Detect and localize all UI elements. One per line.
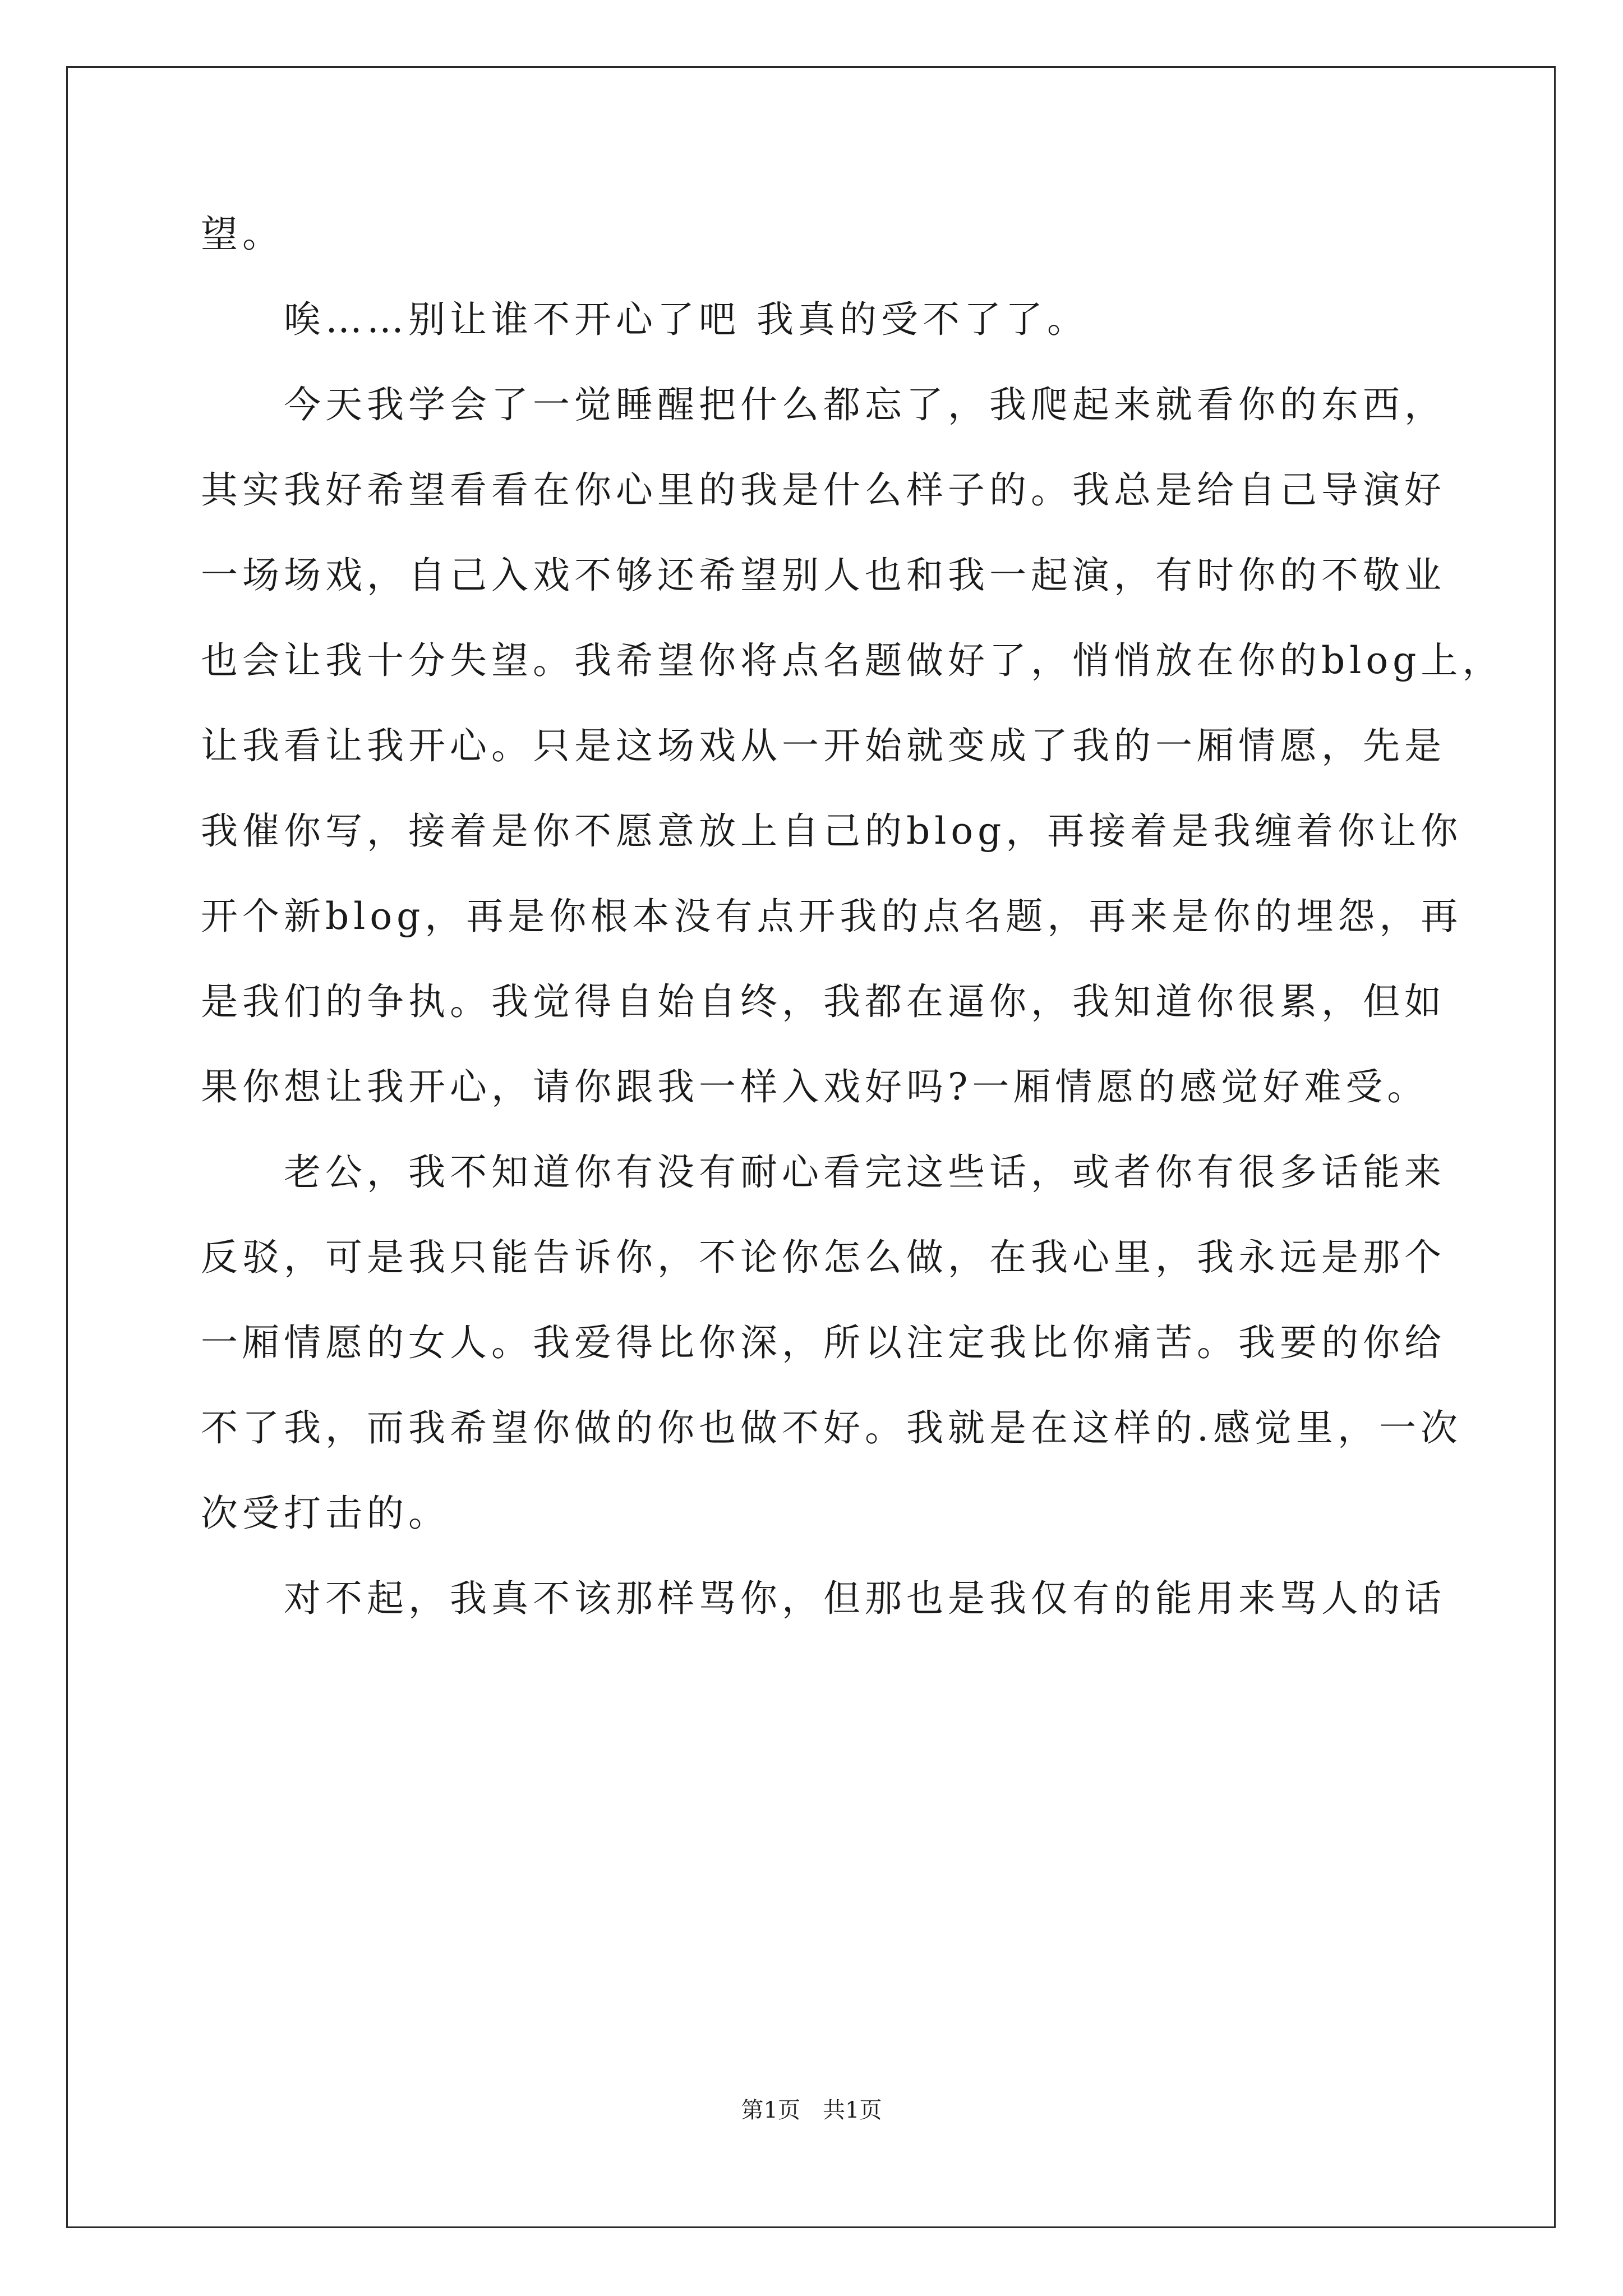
text-line: 一厢情愿的女人。我爱得比你深，所以注定我比你痛苦。我要的你给: [201, 1321, 1446, 1364]
text-line: 让我看让我开心。只是这场戏从一开始就变成了我的一厢情愿，先是: [201, 724, 1446, 767]
text-line: 不了我，而我希望你做的你也做不好。我就是在这样的.感觉里，一次: [201, 1406, 1462, 1450]
page-footer: [0, 2097, 1623, 2124]
text-line: 开个新blog，再是你根本没有点开我的点名题，再来是你的埋怨，再: [201, 895, 1463, 938]
text-line: 望。: [201, 213, 284, 256]
paragraph-line: 老公，我不知道你有没有耐心看完这些话，或者你有很多话能来: [284, 1151, 1446, 1194]
text-line: 也会让我十分失望。我希望你将点名题做好了，悄悄放在你的blog上，: [201, 639, 1504, 682]
text-line: 反驳，可是我只能告诉你，不论你怎么做，在我心里，我永远是那个: [201, 1236, 1446, 1279]
paragraph-line: 唉……别让谁不开心了吧 我真的受不了了。: [284, 298, 1089, 341]
text-line: 我催你写，接着是你不愿意放上自己的blog，再接着是我缠着你让你: [201, 809, 1463, 853]
text-line: 次受打击的。: [201, 1492, 450, 1535]
text-line: 是我们的争执。我觉得自始自终，我都在逼你，我知道你很累，但如: [201, 980, 1446, 1023]
text-line: 其实我好希望看看在你心里的我是什么样子的。我总是给自己导演好: [201, 468, 1446, 512]
text-line: 果你想让我开心，请你跟我一样入戏好吗?一厢情愿的感觉好难受。: [201, 1065, 1429, 1108]
text-line: 一场场戏，自己入戏不够还希望别人也和我一起演，有时你的不敬业: [201, 554, 1446, 597]
page-number-current: 第1页: [741, 2097, 800, 2123]
page-number-total: 共1页: [823, 2097, 882, 2123]
paragraph-line: 对不起，我真不该那样骂你，但那也是我仅有的能用来骂人的话: [284, 1577, 1446, 1620]
paragraph-line: 今天我学会了一觉睡醒把什么都忘了，我爬起来就看你的东西，: [284, 383, 1446, 426]
